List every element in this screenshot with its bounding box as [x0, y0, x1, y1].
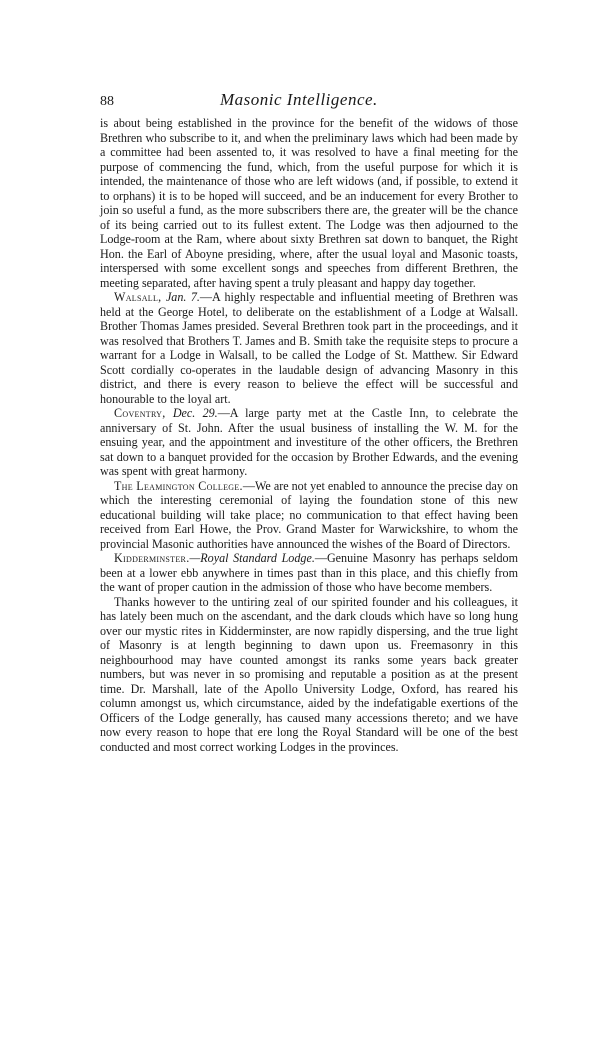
paragraph-date: Dec. 29.: [172, 406, 218, 420]
paragraph-lead: Kidderminster.: [114, 551, 190, 565]
body-text: [100, 116, 518, 754]
paragraph-text: —A highly respectable and influential meeting of Brethren was held at the George Hotel, to deliberate on the establishment of a Lodge at Walsall. Brother Thomas James presided. Several Brethren took part in the proceedings, and it was resolved that Brothers T. James and B. Smith take the requisite steps to procure a warrant for a Lodge in Walsall, to be called the Lodge of St. Matthew. Sir Edward Scott cordially co-operates in the laudable design of advancing Masonry in this district, and there is every reason to believe the effect will be successful and honourable to the loyal art.: [100, 290, 518, 406]
paragraph-coventry: [100, 406, 518, 479]
paragraph-walsall: [100, 290, 518, 406]
paragraph-text: is about being established in the province for the benefit of the widows of those Brethren who subscribe to it, and when the preliminary laws which had been made by a committee had been assented to, it was resolved to have a final meeting for the purpose of commencing the fund, which, from the useful purpose for which it is intended, the maintenance of those who are left widows (and, if possible, to extend it to orphans) it is to be hoped will succeed, and be an inducement for every Brother to join so useful a fund, as the more subscribers there are, the greater will be the chance of its being carried out to its fullest extent. The Lodge was then adjourned to the Lodge-room at the Ram, where about sixty Brethren sat down to banquet, the Right Hon. the Earl of Aboyne presiding, where, after the usual loyal and Masonic toasts, interspersed with some excellent songs and speeches from different Brethren, the meeting separated, after having spent a truly pleasant and happy day together.: [100, 116, 518, 290]
paragraph-text: —We are not yet enabled to announce the precise day on which the interesting ceremonial of laying the foundation stone of this new educational building will take place; no communication to that effect having been received from Earl Howe, the Prov. Grand Master for Warwickshire, to whom the provincial Masonic authorities have announced the wishes of the Board of Directors.: [100, 478, 518, 551]
paragraph-text: Thanks however to the untiring zeal of our spirited founder and his colleagues, it has lately been much on the ascendant, and the dark clouds which have so long hung over our mystic rites in Kidderminster, are now rapidly dispersing, and the true light of Masonry is at length beginning to dawn upon us. Freemasonry in this neighbourhood may have counted amongst its ranks some years back greater numbers, but was never in so promising and reputable a position as at the present time. Dr. Marshall, late of the Apollo University Lodge, Oxford, has reared his column amongst us, which circumstance, aided by the indefatigable exertions of the Officers of the Lodge generally, has caused many accessions thereto; and we have now every reason to hope that ere long the Royal Standard will be one of the best conducted and most correct working Lodges in the provinces.: [100, 594, 518, 754]
paragraph-text: —A large party met at the Castle Inn, to celebrate the anniversary of St. John. After the usual business of installing the W. M. for the ensuing year, and the appointment and investiture of the other officers, the Brethren sat down to a banquet provided for the occasion by Brother Edwards, and the evening was spent with great harmony.: [100, 406, 518, 478]
page-header: [100, 90, 518, 116]
paragraph-kidderminster-continued: [100, 595, 518, 755]
page-number: 88: [100, 94, 114, 109]
paragraph-lead: Walsall,: [114, 290, 162, 304]
paragraph-text: —Genuine Masonry has perhaps seldom been at a lower ebb anywhere in times past than in this place, and this chiefly from the want of proper caution in the admission of those who have become members.: [100, 551, 518, 594]
running-head: Masonic Intelligence.: [220, 90, 378, 109]
paragraph-lodge-name: —Royal Standard Lodge.: [189, 551, 315, 565]
paragraph-lead: Coventry,: [114, 406, 166, 420]
paragraph-lead: The Leamington College.: [114, 478, 243, 493]
paragraph-leamington-college: [100, 479, 518, 552]
paragraph-date: Jan. 7.: [165, 290, 200, 304]
page: [100, 90, 518, 754]
paragraph-widows-fund: [100, 116, 518, 290]
paragraph-kidderminster: [100, 551, 518, 595]
